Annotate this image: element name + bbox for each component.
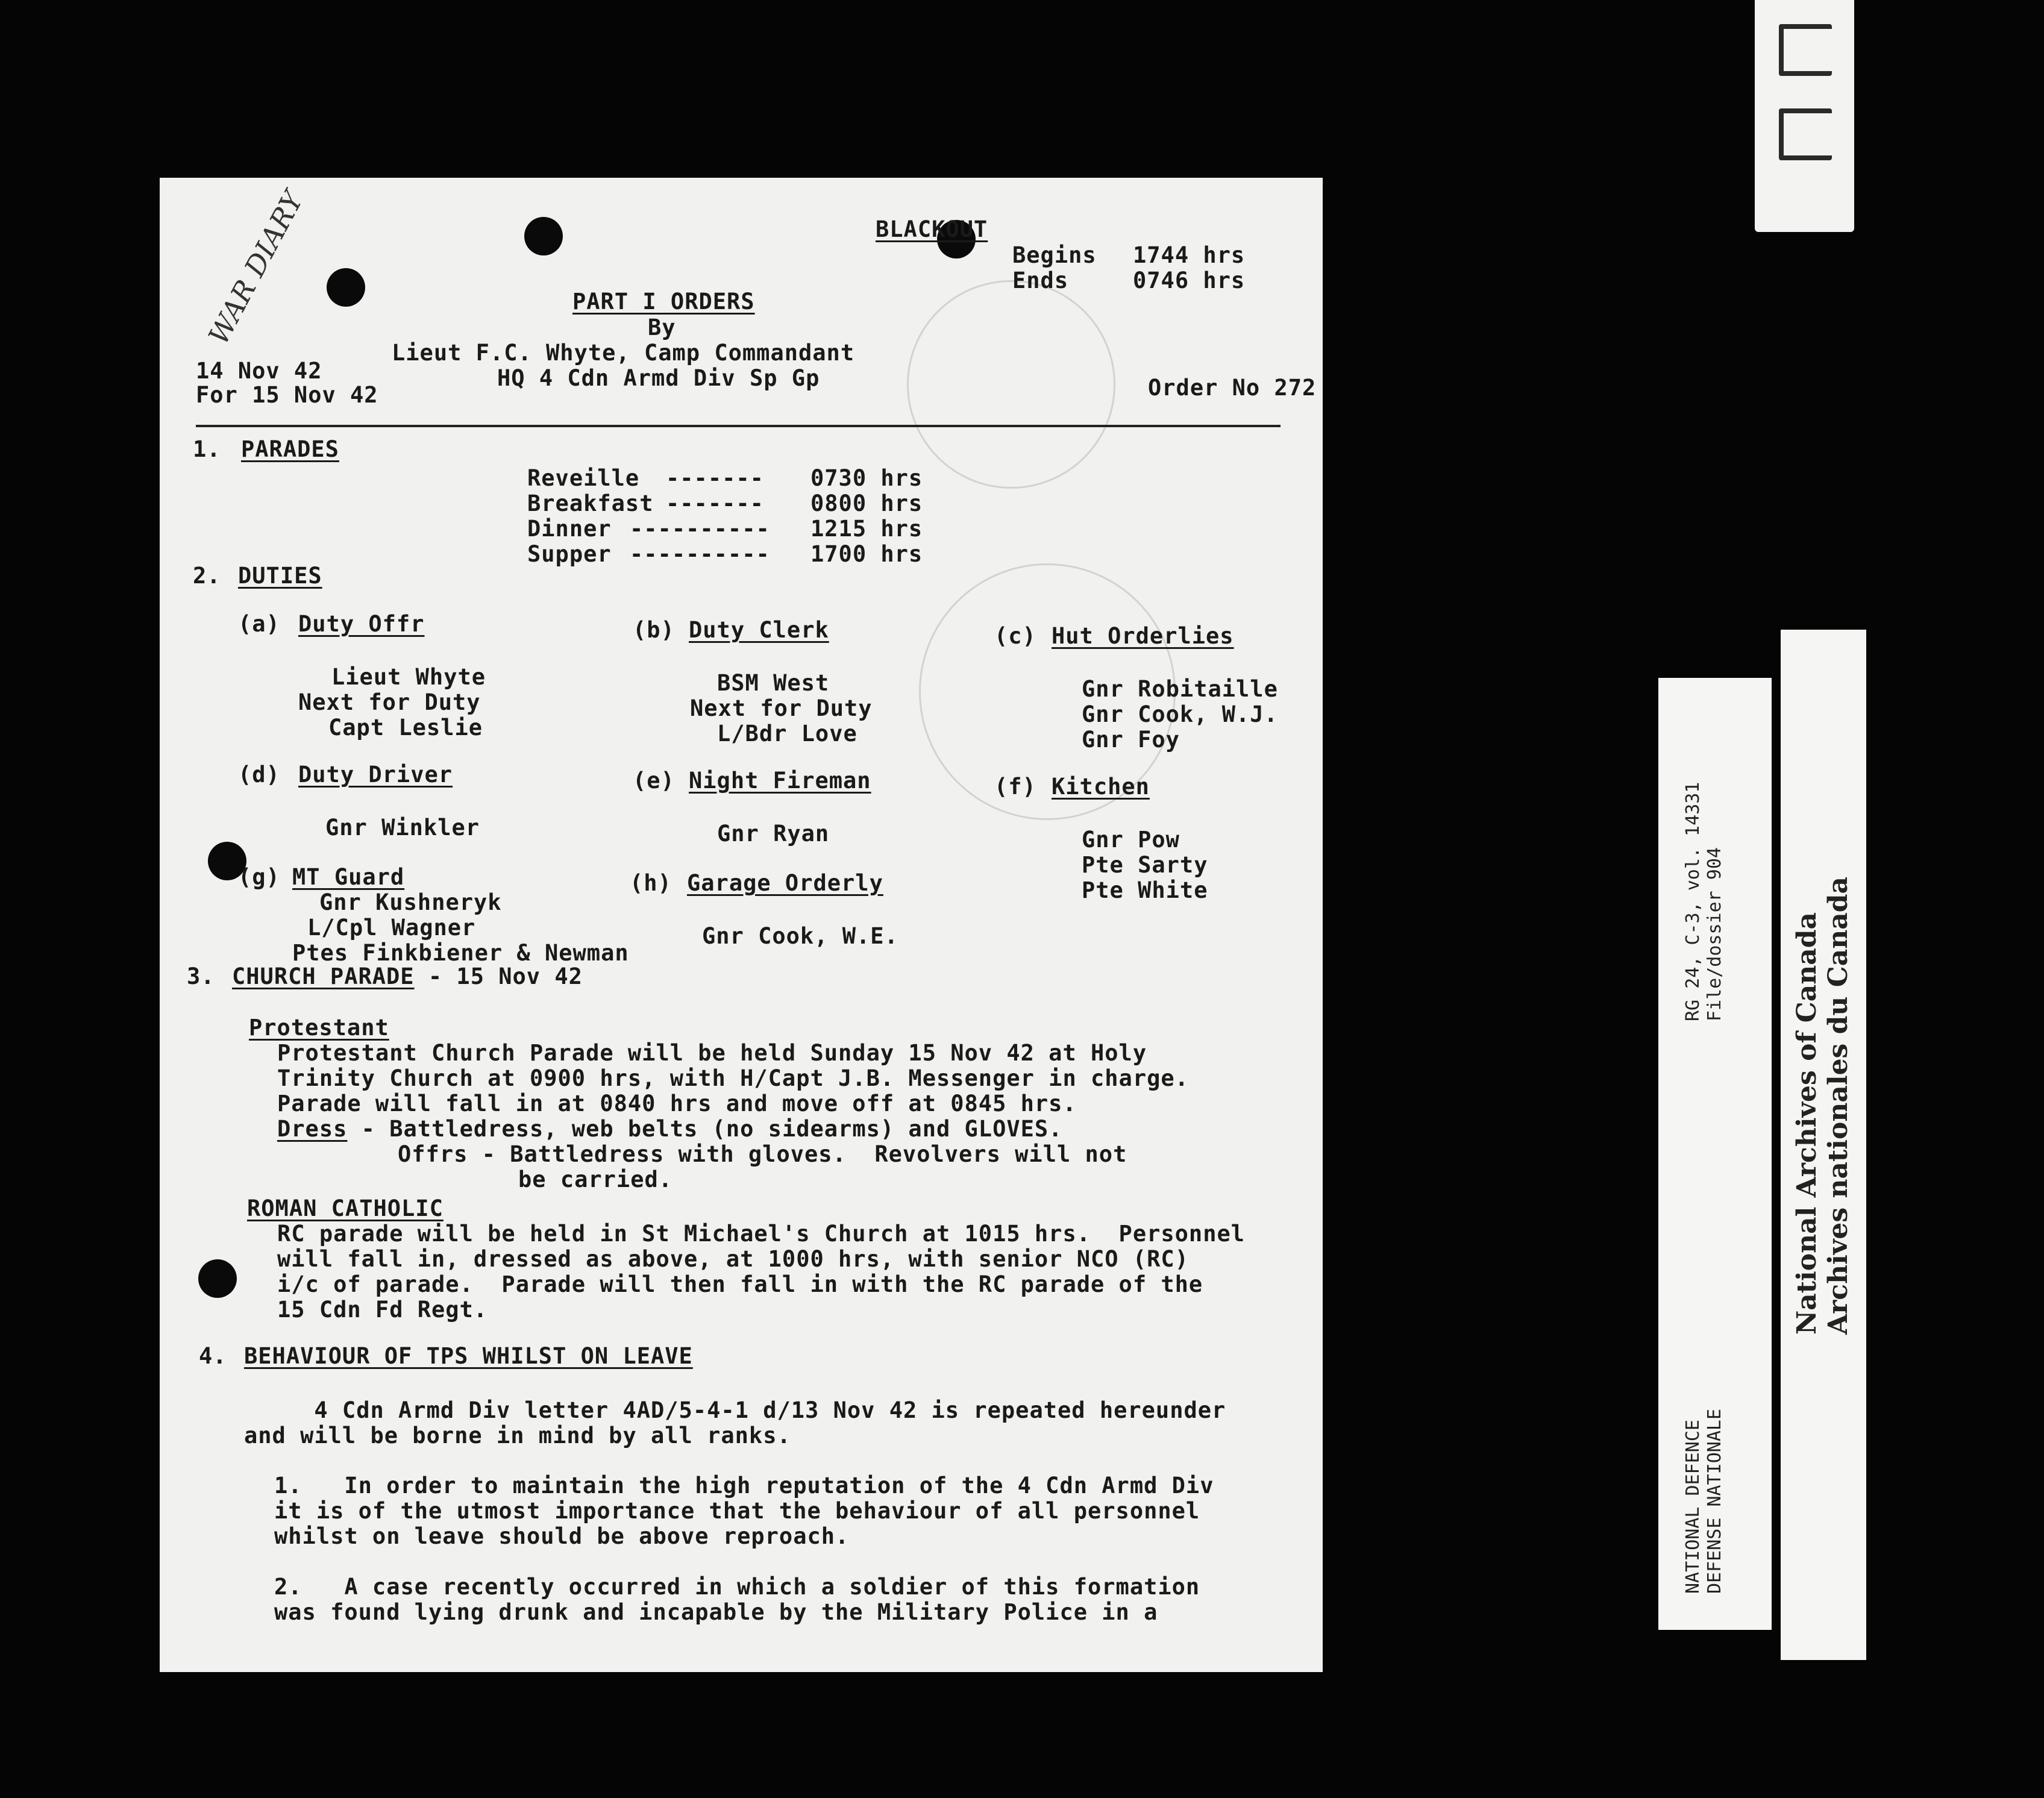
reference-line: File/dossier 904: [1704, 847, 1725, 1021]
duty-title: Kitchen: [1052, 774, 1150, 800]
duty-line: Next for Duty: [298, 689, 481, 715]
faded-stamp-circle: [907, 280, 1115, 489]
rc-text-line: 15 Cdn Fd Regt.: [277, 1297, 488, 1323]
duty-line: BSM West: [717, 670, 830, 696]
duty-line: Ptes Finkbiener & Newman: [292, 940, 629, 966]
duty-line: Gnr Winkler: [325, 815, 480, 841]
archive-name-en: National Archives of Canada: [1792, 912, 1822, 1335]
orders-officer: Lieut F.C. Whyte, Camp Commandant: [392, 340, 855, 366]
orders-by: By: [648, 315, 676, 340]
protestant-text-line: Protestant Church Parade will be held Sunday 15 Nov 42 at Holy: [277, 1040, 1147, 1066]
church-heading-date: - 15 Nov 42: [414, 963, 583, 989]
blackout-ends-time: 0746 hrs: [1133, 268, 1246, 293]
duty-line: Gnr Robitaille: [1082, 676, 1278, 702]
behaviour-intro-line: and will be borne in mind by all ranks.: [244, 1423, 791, 1449]
section-number: 1.: [193, 436, 221, 462]
duty-line: Gnr Kushneryk: [319, 889, 502, 915]
parade-dashes: ----------: [630, 541, 770, 567]
blackout-title: BLACKOUT: [876, 216, 988, 242]
orders-date: 14 Nov 42: [196, 358, 322, 384]
behaviour-heading: BEHAVIOUR OF TPS WHILST ON LEAVE: [244, 1343, 693, 1369]
section-number: 2.: [193, 563, 221, 589]
orders-title: PART I ORDERS: [572, 289, 755, 315]
parade-name: Reveille: [527, 465, 640, 491]
duty-letter: (b): [633, 617, 675, 643]
church-heading: CHURCH PARADE: [232, 963, 415, 989]
dress-text: - Battledress, web belts (no sidearms) and GLOVES.: [347, 1116, 1063, 1142]
handwritten-war-diary-note: WAR DIARY: [202, 186, 310, 350]
parade-time: 1700 hrs: [810, 541, 923, 567]
archive-name-fr: Archives nationales du Canada: [1823, 876, 1854, 1335]
parade-name: Breakfast: [527, 490, 654, 516]
duty-title: Duty Clerk: [689, 617, 829, 643]
duty-title: Hut Orderlies: [1052, 623, 1234, 649]
behaviour-para1-line: whilst on leave should be above reproach.: [274, 1523, 850, 1549]
duties-heading: DUTIES: [238, 563, 322, 589]
reference-tag: [1658, 678, 1772, 1630]
frame-mark-glyph-bottom: [1779, 108, 1832, 160]
orders-for-date: For 15 Nov 42: [196, 382, 378, 408]
duty-letter: (g): [238, 864, 280, 890]
behaviour-para1-line: it is of the utmost importance that the behaviour of all personnel: [274, 1498, 1200, 1524]
blackout-begins-time: 1744 hrs: [1133, 242, 1246, 268]
protestant-text-line: Parade will fall in at 0840 hrs and move off at 0845 hrs.: [277, 1091, 1077, 1117]
punch-hole: [198, 1259, 237, 1298]
section-number: 3.: [187, 963, 215, 989]
punch-hole: [327, 268, 365, 307]
parade-time: 1215 hrs: [810, 516, 923, 542]
punch-hole: [524, 217, 563, 255]
blackout-ends-label: Ends: [1012, 268, 1069, 293]
behaviour-para2-line: was found lying drunk and incapable by the Military Police in a: [274, 1599, 1158, 1625]
rc-text-line: RC parade will be held in St Michael's Church at 1015 hrs. Personnel: [277, 1221, 1246, 1247]
parade-time: 0800 hrs: [810, 490, 923, 516]
parade-name: Dinner: [527, 516, 612, 542]
behaviour-para1-line: 1. In order to maintain the high reputation of the 4 Cdn Armd Div: [274, 1473, 1214, 1499]
parade-dashes: -------: [666, 490, 764, 516]
duty-letter: (e): [633, 768, 675, 794]
duty-line: Next for Duty: [690, 695, 873, 721]
dress-label: Dress: [277, 1116, 348, 1142]
order-document-page: [160, 178, 1323, 1672]
duty-line: Capt Leslie: [328, 715, 483, 741]
blackout-begins-label: Begins: [1012, 242, 1097, 268]
parades-heading: PARADES: [241, 436, 339, 462]
duty-letter: (a): [238, 611, 280, 637]
duty-line: L/Cpl Wagner: [307, 915, 476, 941]
duty-letter: (h): [630, 870, 672, 896]
parade-dashes: ----------: [630, 516, 770, 542]
archive-tag: [1781, 630, 1866, 1660]
duty-line: Gnr Cook, W.E.: [702, 923, 898, 949]
section-number: 4.: [199, 1343, 227, 1369]
frame-mark-glyph-top: [1779, 24, 1832, 76]
behaviour-para2-line: 2. A case recently occurred in which a soldier of this formation: [274, 1574, 1200, 1600]
roman-catholic-subheading: ROMAN CATHOLIC: [247, 1195, 444, 1221]
duty-title: Duty Driver: [298, 762, 453, 788]
church-heading-line: [232, 964, 583, 989]
duty-line: Gnr Foy: [1082, 727, 1180, 753]
duty-letter: (c): [994, 623, 1036, 649]
header-divider: [196, 425, 1281, 427]
duty-title: Duty Offr: [298, 611, 425, 637]
order-number: Order No 272: [1148, 375, 1317, 401]
duty-title: Garage Orderly: [687, 870, 883, 896]
duty-line: Lieut Whyte: [331, 664, 486, 690]
duty-line: Gnr Ryan: [717, 821, 830, 847]
protestant-subheading: Protestant: [249, 1015, 389, 1041]
department-line: DEFENSE NATIONALE: [1704, 1408, 1725, 1594]
reference-line: RG 24, C-3, vol. 14331: [1682, 782, 1704, 1021]
duty-line: Pte Sarty: [1082, 852, 1208, 878]
duty-line: Pte White: [1082, 877, 1208, 903]
duty-title: Night Fireman: [689, 768, 871, 794]
duty-letter: (d): [238, 762, 280, 788]
duty-letter: (f): [994, 774, 1036, 800]
duty-line: Gnr Cook, W.J.: [1082, 701, 1278, 727]
film-frame-marker: [1755, 0, 1854, 232]
duty-title: MT Guard: [292, 864, 405, 890]
rc-text-line: i/c of parade. Parade will then fall in with the RC parade of the: [277, 1271, 1203, 1297]
rc-text-line: will fall in, dressed as above, at 1000 hrs, with senior NCO (RC): [277, 1246, 1189, 1272]
parade-time: 0730 hrs: [810, 465, 923, 491]
behaviour-intro-line: 4 Cdn Armd Div letter 4AD/5-4-1 d/13 Nov 42 is repeated hereunder: [244, 1397, 1226, 1423]
department-line: NATIONAL DEFENCE: [1682, 1420, 1704, 1594]
duty-line: L/Bdr Love: [717, 721, 857, 747]
duty-line: Gnr Pow: [1082, 827, 1180, 853]
offrs-dress-line: Offrs - Battledress with gloves. Revolvers will not: [398, 1141, 1127, 1167]
orders-unit: HQ 4 Cdn Armd Div Sp Gp: [497, 365, 820, 391]
protestant-text-line: Trinity Church at 0900 hrs, with H/Capt J.B. Messenger in charge.: [277, 1065, 1189, 1091]
parade-dashes: -------: [666, 465, 764, 491]
dress-line: [277, 1117, 1062, 1142]
parade-name: Supper: [527, 541, 612, 567]
offrs-dress-line: be carried.: [518, 1167, 673, 1192]
